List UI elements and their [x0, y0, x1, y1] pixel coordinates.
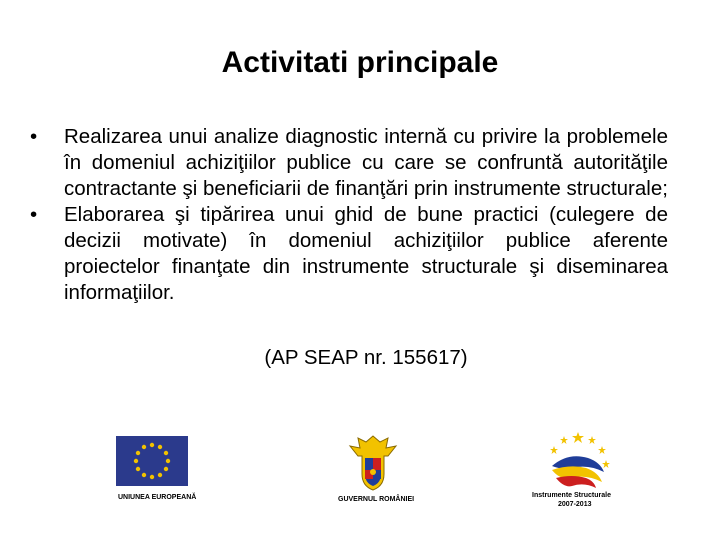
- structural-instruments-logo: [528, 428, 628, 512]
- romanian-coat-of-arms-icon: [336, 432, 410, 494]
- bullet-list: [30, 124, 668, 306]
- bullet-item: [30, 124, 668, 202]
- bullet-text: Realizarea unui analize diagnostic internă cu privire la problemele în domeniul achiziţiilor publice cu care se confruntă autorităţile contractante şi beneficiarii de finanţări prin instrumente structurale;: [64, 125, 668, 200]
- slide-title: Activitati principale: [221, 46, 499, 79]
- project-reference: (AP SEAP nr. 155617): [264, 346, 468, 369]
- eu-flag-icon: [112, 434, 192, 494]
- bullet-marker: •: [30, 203, 38, 226]
- government-logo: [336, 432, 415, 510]
- eu-logo: [112, 434, 197, 508]
- bullet-marker: •: [30, 125, 38, 148]
- structural-instruments-icon: [528, 428, 628, 492]
- bullet-item: [30, 202, 668, 306]
- structural-caption-line2: 2007-2013: [558, 501, 592, 508]
- government-caption: GUVERNUL ROMÂNIEI: [338, 496, 415, 503]
- eu-caption: UNIUNEA EUROPEANĂ: [118, 494, 197, 501]
- bullet-text: Elaborarea şi tipărirea unui ghid de bune practici (culegere de decizii motivate) în domeniul achiziţiilor publice aferente proiectelor finanţate din instrumente structurale şi diseminarea informaţiilor.: [64, 203, 668, 304]
- structural-caption-line1: Instrumente Structurale: [532, 492, 611, 499]
